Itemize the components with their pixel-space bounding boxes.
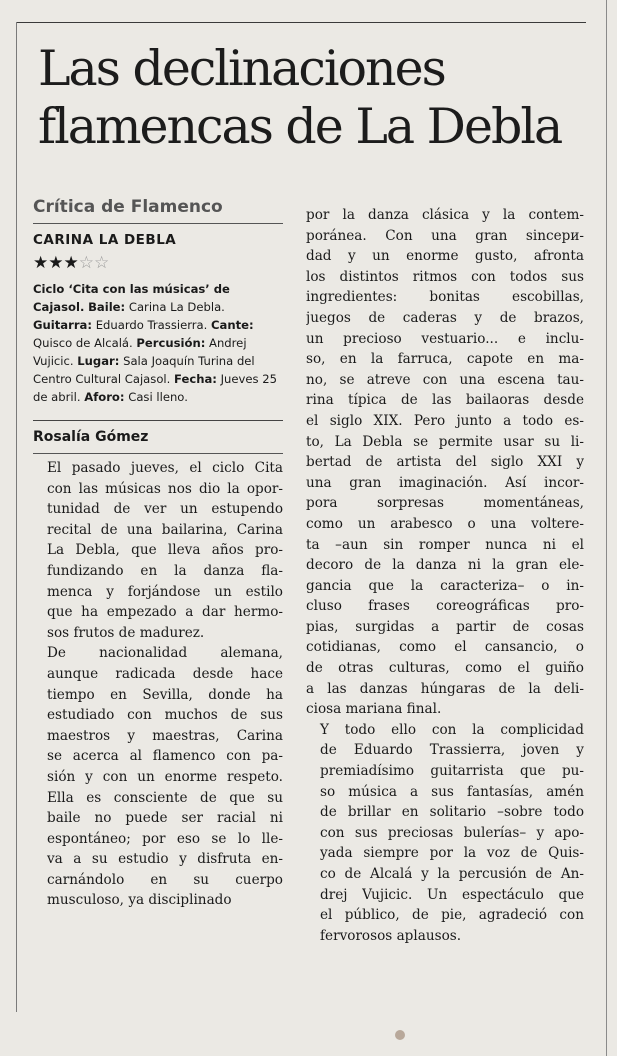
text-line: fundizando en la danza fla- (47, 562, 283, 579)
credit-cante-label: Cante: (211, 318, 254, 332)
text-line: premiadísimo guitarrista que pu- (320, 763, 584, 780)
text-line: ta –aun sin romper nunca ni el (306, 536, 584, 553)
text-line: menca y forjándose un estilo (47, 583, 283, 600)
left-body-text (33, 458, 283, 911)
text-line: de brillar en solitario –sobre todo (320, 804, 584, 821)
credit-guitarra-value: Eduardo Trassierra. (95, 318, 208, 332)
text-line: que ha empezado a dar hermo- (47, 604, 283, 621)
text-line: dad y un enorme gusto, afronta (306, 248, 584, 265)
credit-baile-value: Carina La Debla. (128, 300, 225, 314)
text-line: con sus preciosas bulerías– y apo- (320, 824, 584, 841)
event-credits (33, 280, 283, 406)
credit-cante-value: Quisco de Alcalá. (33, 336, 133, 350)
text-line: musculoso, ya disciplinado (47, 892, 232, 909)
text-line: ingredientes: bonitas escobillas, (306, 289, 584, 306)
text-line: estudiado con muchos de sus (47, 707, 283, 724)
credit-guitarra-label: Guitarra: (33, 318, 93, 332)
text-line: maestros y maestras, Carina (47, 727, 283, 744)
headline (38, 40, 598, 156)
section-label: Crítica de Flamenco (33, 197, 223, 217)
text-line: La Debla, que lleva años pro- (47, 542, 283, 559)
text-line: pora sorpresas momentáneas, (306, 495, 584, 512)
artist-name: CARINA LA DEBLA (33, 232, 177, 248)
text-line: baile no puede ser racial ni (47, 810, 283, 827)
byline-rule (33, 420, 283, 421)
text-line: drej Vujicic. Un espectáculo que (320, 886, 584, 903)
text-line: como un arabesco o una voltere- (306, 515, 584, 532)
top-rule (16, 22, 586, 23)
credit-percusion-value: Andrej Vujicic. (33, 336, 247, 368)
left-margin-rule (16, 22, 17, 1012)
credit-fecha-value: Jueves 25 de abril. (33, 372, 277, 404)
text-line: carnándolo en su cuerpo (47, 871, 283, 888)
text-line: tunidad de ver un estupendo (47, 501, 283, 518)
right-paragraph-2 (306, 720, 584, 947)
text-line: gancia que la caracteriza– o in- (306, 577, 584, 594)
left-column (33, 195, 283, 911)
byline: Rosalía Gómez (33, 429, 149, 445)
text-line: espontáneo; por eso se lo lle- (47, 830, 283, 847)
text-line: co de Alcalá y la percusión de An- (320, 866, 584, 882)
headline-line-1: Las declinaciones (38, 40, 445, 97)
text-line: un precioso vestuario... e inclu- (306, 330, 584, 347)
text-line: yada siempre por la voz de Quis- (320, 845, 584, 862)
text-line: sos frutos de madurez. (47, 624, 205, 641)
byline-under-rule (33, 453, 283, 454)
text-line: poránea. Con una gran sincери- (306, 227, 584, 244)
credit-lugar-value: Sala Joaquín Turina del Centro Cultural Cajasol. (33, 354, 255, 386)
text-line: por la danza clásica y la contem- (306, 207, 584, 223)
star-icons-filled: ★★★ (33, 253, 79, 273)
credit-baile-label: Baile: (88, 300, 126, 314)
credit-aforo-value: Casi lleno. (128, 390, 188, 404)
text-line: to, La Debla se permite usar su li- (306, 433, 584, 450)
print-mark (395, 1030, 405, 1040)
text-line: recital de una bailarina, Carina (47, 521, 283, 538)
text-line: de Eduardo Trassierra, joven y (320, 742, 584, 759)
credit-aforo-label: Aforo: (84, 390, 125, 404)
section-rule (33, 223, 283, 224)
text-line: los distintos ritmos con todos sus (306, 268, 584, 285)
text-line: cluso frases coreográficas pro- (306, 598, 584, 615)
text-line: aunque radicada desde hace (47, 665, 283, 682)
text-line: no, se atreve con una escena tau- (306, 371, 584, 388)
text-line: decoro de la danza ni la gran ele- (306, 557, 584, 574)
right-edge-rule (606, 0, 607, 1056)
text-line: Y todo ello con la complicidad (320, 721, 584, 738)
text-line: con las músicas nos dio la opor- (47, 480, 283, 497)
text-line: De nacionalidad alemana, (47, 645, 283, 662)
right-column (306, 205, 584, 946)
text-line: ciosa mariana final. (306, 701, 442, 718)
text-line: una gran imaginación. Así incor- (306, 474, 584, 491)
credit-percusion-label: Percusión: (136, 336, 206, 350)
credit-fecha-label: Fecha: (174, 372, 217, 386)
star-rating (33, 252, 283, 274)
text-line: de otras culturas, como el guiño (306, 660, 584, 677)
right-body-text (306, 205, 584, 946)
text-line: rina típica de las bailaoras desde (306, 392, 584, 409)
text-line: so música a sus fantasías, amén (320, 783, 584, 800)
text-line: a las danzas húngaras de la deli- (306, 680, 584, 697)
left-paragraph-2 (33, 643, 283, 911)
text-line: sión y con un enorme respeto. (47, 768, 283, 785)
credit-ciclo: Ciclo ‘Cita con las músicas’ de Cajasol. (33, 282, 230, 314)
text-line: el siglo XIX. Pero junto a todo es- (306, 412, 584, 429)
text-line: Ella es consciente de que su (47, 789, 283, 806)
headline-line-2: flamencas de La Debla (38, 98, 562, 155)
text-line: El pasado jueves, el ciclo Cita (47, 460, 283, 476)
text-line: juegos de caderas y de brazos, (306, 309, 584, 326)
text-line: va a su estudio y disfruta en- (47, 851, 283, 868)
star-icons-empty: ☆☆ (78, 253, 110, 273)
text-line: se acerca al flamenco con pa- (47, 748, 283, 765)
text-line: so, en la farruca, capote en ma- (306, 351, 584, 368)
left-paragraph-1 (33, 458, 283, 643)
text-line: el público, de pie, agradeció con (320, 907, 584, 924)
right-paragraph-1 (306, 205, 584, 720)
text-line: tiempo en Sevilla, donde ha (47, 686, 283, 703)
text-line: fervorosos aplausos. (320, 927, 462, 944)
credit-lugar-label: Lugar: (77, 354, 120, 368)
text-line: bertad de artista del siglo XXI y (306, 454, 584, 471)
text-line: cotidianas, como el cansancio, o (306, 639, 584, 656)
text-line: pias, surgidas a partir de cosas (306, 618, 584, 635)
